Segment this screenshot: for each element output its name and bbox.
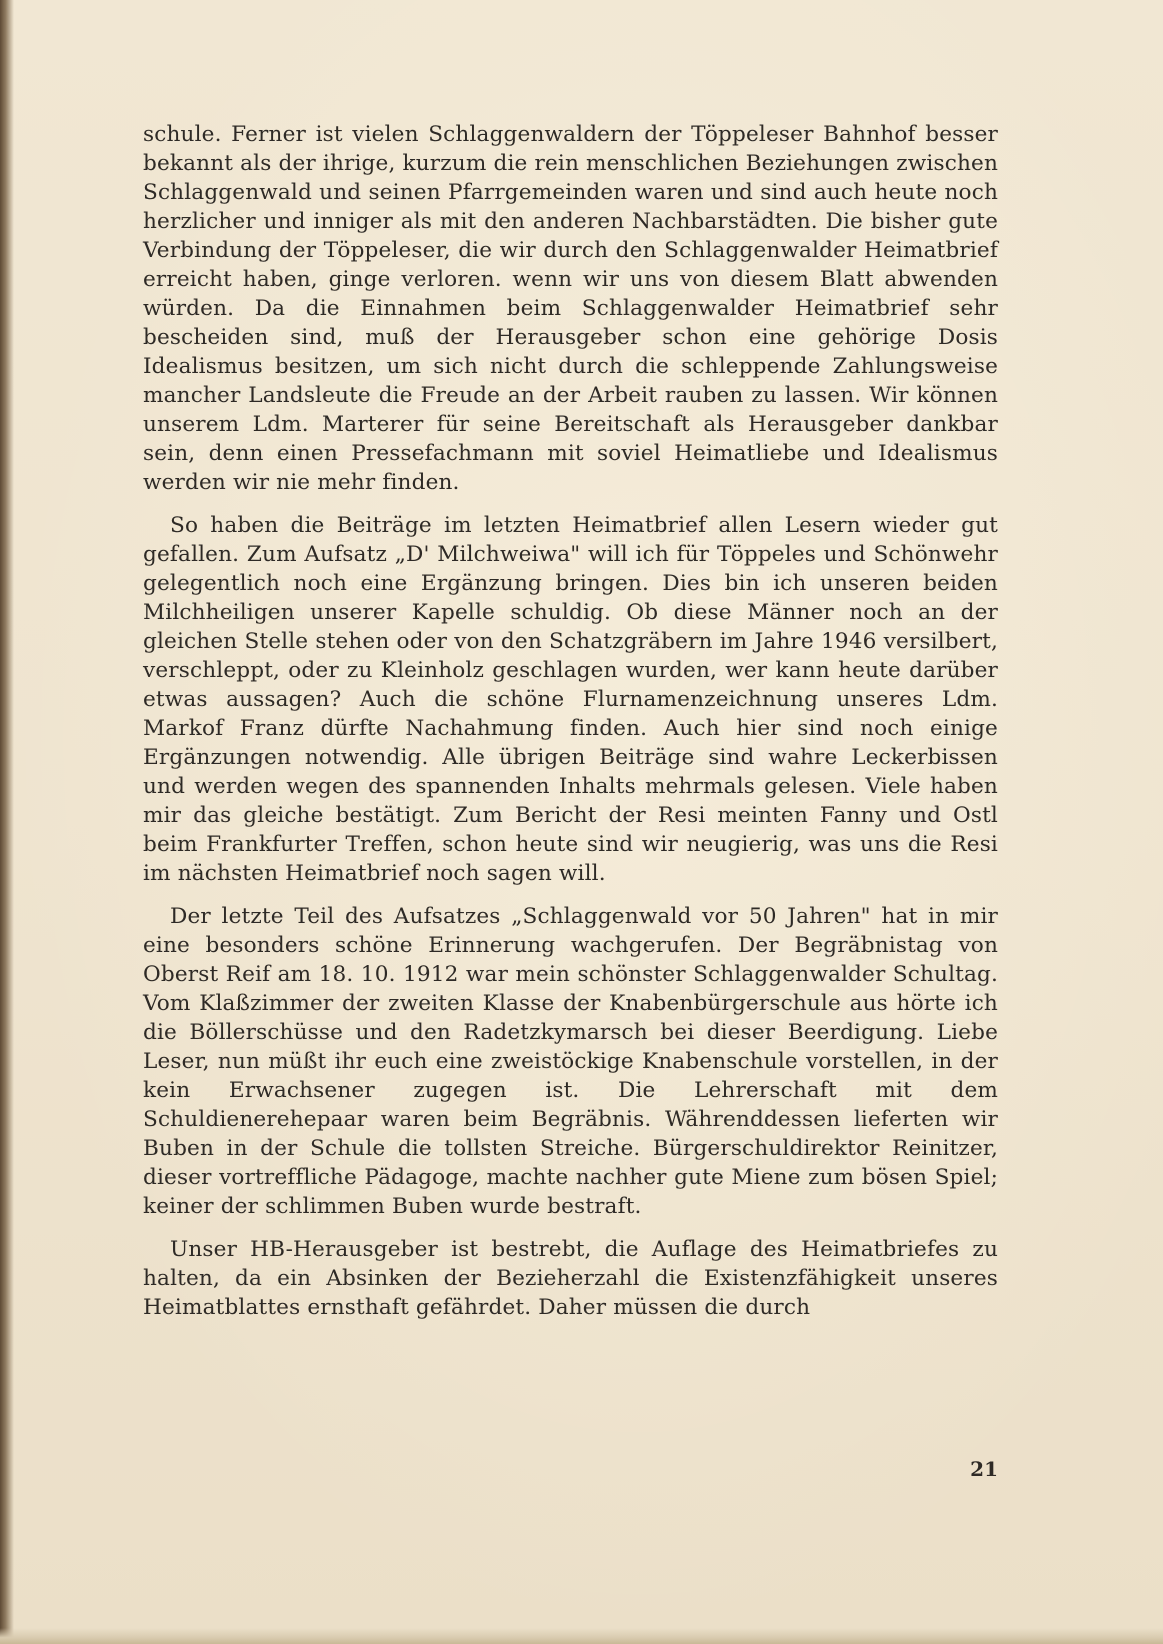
page-number: 21 (970, 1457, 998, 1481)
page-bottom-edge (0, 1628, 1163, 1644)
paragraph-2: So haben die Beiträge im letzten Heimatbrief allen Lesern wieder gut gefallen. Zum Aufsatz „D' Milchweiwa" will ich für Töppeles und Schönwehr gelegentlich noch eine Ergänzung bringen. Dies bin ich unseren beiden Milchheiligen unserer Kapelle schuldig. Ob diese Männer noch an der gleichen Stelle stehen oder von den Schatzgräbern im Jahre 1946 versilbert, verschleppt, oder zu Kleinholz geschlagen wurden, wer kann heute darüber etwas aussagen? Auch die schöne Flurnamenzeichnung unseres Ldm. Markof Franz dürfte Nachahmung finden. Auch hier sind noch einige Ergänzungen notwendig. Alle übrigen Beiträge sind wahre Leckerbissen und werden wegen des spannenden Inhalts mehrmals gelesen. Viele haben mir das gleiche bestätigt. Zum Bericht der Resi meinten Fanny und Ostl beim Frankfurter Treffen, schon heute sind wir neugierig, was uns die Resi im nächsten Heimatbrief noch sagen will. (143, 513, 998, 886)
paragraph-1: schule. Ferner ist vielen Schlaggenwaldern der Töppeleser Bahnhof besser bekannt als der ihrige, kurzum die rein menschlichen Beziehungen zwischen Schlaggenwald und seinen Pfarrgemeinden waren und sind auch heute noch herzlicher und inniger als mit den anderen Nachbarstädten. Die bisher gute Verbindung der Töppeleser, die wir durch den Schlaggenwalder Heimatbrief erreicht haben, ginge verloren. wenn wir uns von diesem Blatt abwenden würden. Da die Einnahmen beim Schlaggenwalder Heimatbrief sehr bescheiden sind, muß der Herausgeber schon eine gehörige Dosis Idealismus besitzen, um sich nicht durch die schleppende Zahlungsweise mancher Landsleute die Freude an der Arbeit rauben zu lassen. Wir können unserem Ldm. Marterer für seine Bereitschaft als Herausgeber dankbar sein, denn einen Pressefachmann mit soviel Heimatliebe und Idealismus werden wir nie mehr finden. (143, 122, 998, 495)
paragraph-3: Der letzte Teil des Aufsatzes „Schlaggenwald vor 50 Jahren" hat in mir eine besonders schöne Erinnerung wachgerufen. Der Begräbnistag von Oberst Reif am 18. 10. 1912 war mein schönster Schlaggenwalder Schultag. Vom Klaßzimmer der zweiten Klasse der Knabenbürgerschule aus hörte ich die Böllerschüsse und den Radetzkymarsch bei dieser Beerdigung. Liebe Leser, nun müßt ihr euch eine zweistöckige Knabenschule vorstellen, in der kein Erwachsener zugegen ist. Die Lehrerschaft mit dem Schuldienerehepaar waren beim Begräbnis. Währenddessen lieferten wir Buben in der Schule die tollsten Streiche. Bürgerschuldirektor Reinitzer, dieser vortreffliche Pädagoge, machte nachher gute Miene zum bösen Spiel; keiner der schlimmen Buben wurde bestraft. (143, 904, 998, 1219)
paragraph-4: Unser HB-Herausgeber ist bestrebt, die Auflage des Heimatbriefes zu halten, da ein Absinken der Bezieherzahl die Existenzfähigkeit unseres Heimatblattes ernsthaft gefährdet. Daher müssen die durch (143, 1237, 998, 1320)
body-text (143, 120, 998, 1336)
binding-shadow (0, 0, 14, 1644)
